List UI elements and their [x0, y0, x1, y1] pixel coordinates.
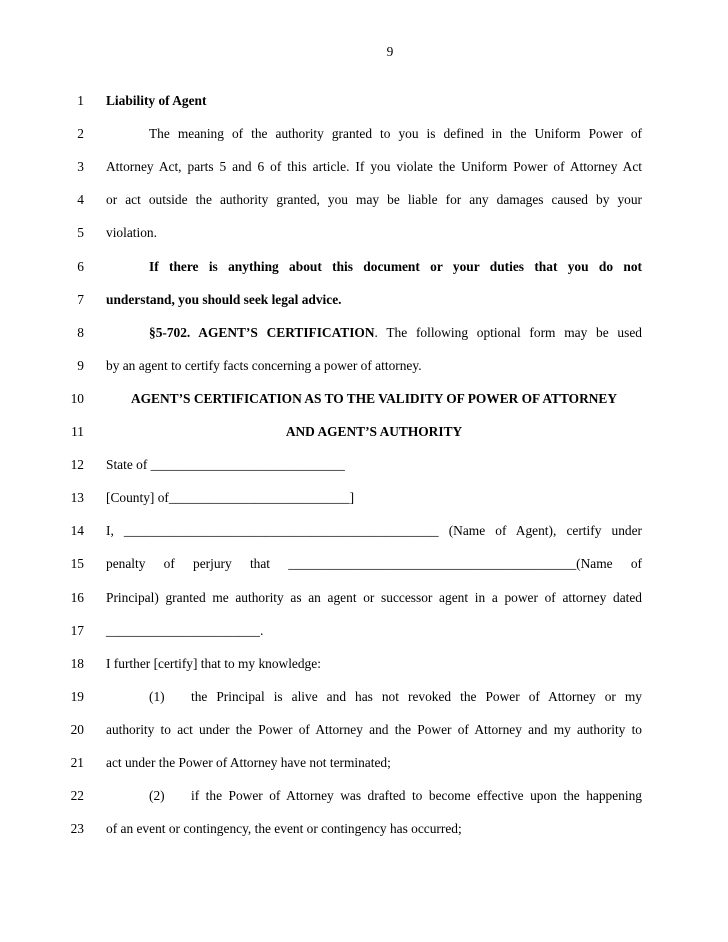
line-text [106, 91, 642, 111]
line-number: 6 [77, 258, 84, 274]
document-line-7 [0, 290, 728, 310]
line-number: 22 [70, 788, 84, 804]
line-number: 11 [71, 424, 84, 439]
document-line-11 [0, 422, 728, 442]
list-number: (1) [149, 688, 165, 704]
body-text: by an agent to certify facts concerning a power of attorney. [106, 357, 422, 373]
line-text [106, 422, 642, 442]
document-line-20 [0, 720, 728, 740]
bold-text: Liability of Agent [106, 93, 207, 108]
line-text [106, 687, 642, 707]
line-text [106, 124, 642, 144]
page-number: 9 [386, 44, 394, 59]
line-number: 20 [70, 721, 84, 737]
document-line-2 [0, 124, 728, 144]
line-number: 3 [77, 159, 84, 175]
line-number: 8 [77, 324, 84, 340]
bold-text: AND AGENT’S AUTHORITY [285, 424, 463, 439]
body-text: act under the Power of Attorney have not terminated; [106, 755, 391, 770]
body-text: or act outside the authority granted, you may be liable for any damages caused by your [106, 192, 642, 208]
line-text [106, 654, 642, 674]
line-number: 10 [70, 390, 84, 406]
line-text [106, 157, 642, 177]
body-text: I further [certify] that to my knowledge: [106, 655, 321, 671]
line-number: 7 [77, 291, 84, 307]
line-text [106, 223, 642, 243]
line-number: 13 [70, 490, 84, 506]
line-number: 15 [70, 556, 84, 572]
body-text: Attorney Act, parts 5 and 6 of this article. If you violate the Uniform Power of Attorney Act [106, 159, 642, 175]
line-number: 4 [77, 192, 84, 208]
bold-text: AGENT’S CERTIFICATION AS TO THE VALIDITY OF POWER OF ATTORNEY [130, 390, 618, 406]
document-line-5 [0, 223, 728, 243]
document-line-4 [0, 190, 728, 210]
line-text [106, 389, 642, 409]
document-line-16 [0, 588, 728, 608]
body-text: the Principal is alive and has not revoked the Power of Attorney or my [191, 688, 642, 704]
document-line-8 [0, 323, 728, 343]
bold-text: understand, you should seek legal advice. [106, 291, 342, 307]
line-text [106, 290, 642, 310]
line-text [106, 521, 642, 541]
line-text [106, 554, 642, 574]
line-number: 18 [70, 655, 84, 671]
body-text: . The following optional form may be used [374, 324, 642, 340]
line-text [106, 488, 642, 508]
line-text [106, 588, 642, 608]
document-line-10 [0, 389, 728, 409]
body-text: Principal) granted me authority as an agent or successor agent in a power of attorney dated [106, 589, 642, 605]
document-line-13 [0, 488, 728, 508]
line-number: 19 [70, 688, 84, 704]
line-number: 2 [77, 126, 84, 142]
line-number: 21 [70, 755, 84, 770]
line-text [106, 753, 642, 773]
body-text: if the Power of Attorney was drafted to become effective upon the happening [191, 788, 642, 804]
document-line-19 [0, 687, 728, 707]
line-text [106, 621, 642, 641]
line-text [106, 819, 642, 839]
line-text [106, 257, 642, 277]
document-line-12 [0, 455, 728, 475]
body-text: authority to act under the Power of Attorney and the Power of Attorney and my authority to [106, 721, 642, 737]
line-number: 14 [70, 523, 84, 539]
bold-text: If there is anything about this document or your duties that you do not [149, 258, 642, 274]
body-text: State of _____________________________ [106, 457, 345, 473]
document-line-15 [0, 554, 728, 574]
line-number: 9 [77, 357, 84, 373]
line-text [106, 323, 642, 343]
document-line-17 [0, 621, 728, 641]
body-text: [County] of___________________________] [106, 490, 355, 506]
document-line-14 [0, 521, 728, 541]
line-text [106, 720, 642, 740]
document-line-1 [0, 91, 728, 111]
body-text: penalty of perjury that ___________________________________________(Name of [106, 556, 642, 572]
line-text [106, 190, 642, 210]
line-number: 12 [70, 457, 84, 473]
document-line-9 [0, 356, 728, 376]
body-text: of an event or contingency, the event or contingency has occurred; [106, 821, 462, 837]
line-number: 1 [77, 93, 84, 108]
document-line-3 [0, 157, 728, 177]
body-text: violation. [106, 225, 157, 241]
line-number: 5 [77, 225, 84, 241]
line-text [106, 356, 642, 376]
document-line-23 [0, 819, 728, 839]
line-text [106, 455, 642, 475]
line-text [106, 786, 642, 806]
document-line-21 [0, 753, 728, 773]
body-text: _______________________. [106, 622, 264, 638]
body-text: I, _______________________________________________ (Name of Agent), certify under [106, 523, 642, 539]
document-line-6 [0, 257, 728, 277]
document-line-22 [0, 786, 728, 806]
bold-text: §5-702. AGENT’S CERTIFICATION [149, 324, 375, 340]
line-number: 23 [70, 821, 84, 837]
line-number: 17 [70, 622, 84, 638]
body-text: The meaning of the authority granted to you is defined in the Uniform Power of [149, 126, 642, 142]
list-number: (2) [149, 788, 165, 804]
line-number: 16 [70, 589, 84, 605]
document-line-18 [0, 654, 728, 674]
